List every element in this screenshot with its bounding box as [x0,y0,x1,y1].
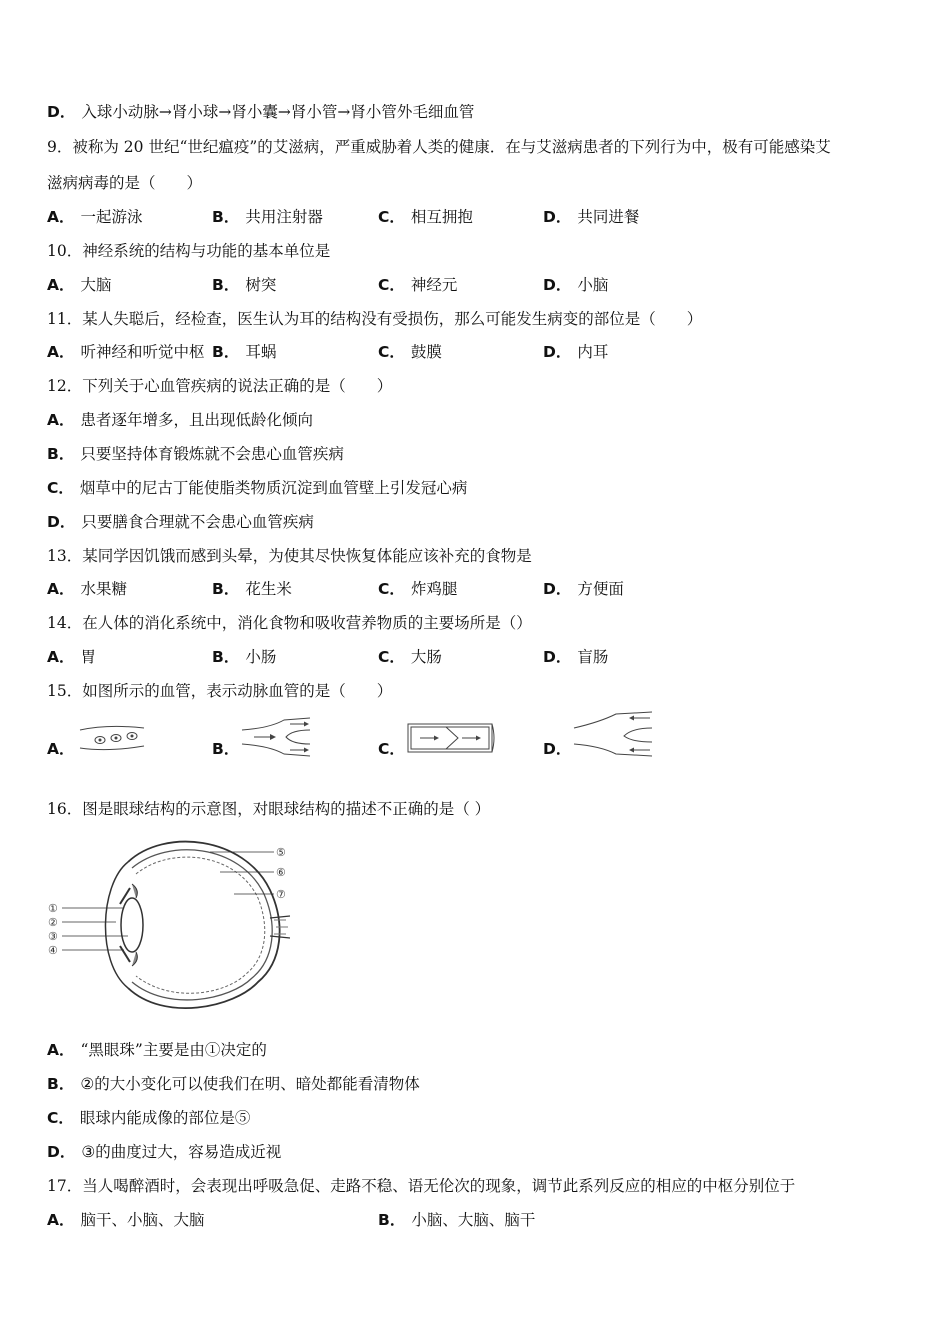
q14-option-d: D． 盲肠 [543,648,609,666]
q13-option-a: A． 水果糖 [47,580,128,598]
eyeball-diagram [44,832,294,1018]
q9-stem-line2: 滋病病毒的是（ ） [47,174,203,192]
q10-option-a: A． 大脑 [47,276,112,294]
q13-stem: 13．某同学因饥饿而感到头晕，为使其尽快恢复体能应该补充的食物是 [47,547,532,565]
q11-option-c: C． 鼓膜 [378,343,442,361]
q12-option-d: D． 只要膳食合理就不会患心血管疾病 [47,513,314,531]
q14-stem: 14．在人体的消化系统中，消化食物和吸收营养物质的主要场所是（） [47,614,532,632]
q15-option-c-label: C． [378,740,405,758]
q10-stem: 10．神经系统的结构与功能的基本单位是 [47,242,331,260]
vessel-c-figure [406,720,498,756]
q13-option-b: B． 花生米 [212,580,292,598]
eye-label-4: ④ [48,944,58,957]
q15-option-d-label: D． [543,740,572,758]
q13-option-c: C． 炸鸡腿 [378,580,458,598]
q17-option-b: B． 小脑、大脑、脑干 [378,1211,536,1229]
eye-label-5: ⑤ [276,846,286,859]
eye-label-6: ⑥ [276,866,286,879]
q16-option-b: B． ②的大小变化可以使我们在明、暗处都能看清物体 [47,1075,420,1093]
q10-option-d: D． 小脑 [543,276,609,294]
q10-option-c: C． 神经元 [378,276,458,294]
eye-label-3: ③ [48,930,58,943]
q17-stem: 17．当人喝醉酒时，会表现出呼吸急促、走路不稳、语无伦次的现象，调节此系列反应的相应的中枢分别位于 [47,1177,796,1195]
eye-label-1: ① [48,902,58,915]
eye-label-7: ⑦ [276,888,286,901]
q15-stem: 15．如图所示的血管，表示动脉血管的是（ ） [47,682,393,700]
q16-option-d: D． ③的曲度过大，容易造成近视 [47,1143,282,1161]
q12-stem: 12．下列关于心血管疾病的说法正确的是（ ） [47,377,393,395]
eye-label-2: ② [48,916,58,929]
q9-option-c: C． 相互拥抱 [378,208,473,226]
q9-stem-line1: 9．被称为 20 世纪“世纪瘟疫”的艾滋病，严重威胁着人类的健康．在与艾滋病患者的下列行为中，极有可能感染艾 [47,138,831,156]
q12-option-b: B． 只要坚持体育锻炼就不会患心血管疾病 [47,445,344,463]
q12-option-c: C． 烟草中的尼古丁能使脂类物质沉淀到血管壁上引发冠心病 [47,479,468,497]
q14-option-a: A． 胃 [47,648,97,666]
q8-option-d: D． 入球小动脉→肾小球→肾小囊→肾小管→肾小管外毛细血管 [47,103,475,121]
q11-stem: 11．某人失聪后，经检查，医生认为耳的结构没有受损伤，那么可能发生病变的部位是（ ） [47,310,703,328]
q11-option-a: A． 听神经和听觉中枢 [47,343,205,361]
q11-option-d: D． 内耳 [543,343,609,361]
vessel-b-figure [240,716,312,758]
q17-option-a: A． 脑干、小脑、大脑 [47,1211,205,1229]
q16-stem: 16．图是眼球结构的示意图，对眼球结构的描述不正确的是（ ） [47,800,491,818]
q14-option-b: B． 小肠 [212,648,277,666]
q15-option-b-label: B． [212,740,240,758]
q9-option-a: A． 一起游泳 [47,208,143,226]
q11-option-b: B． 耳蜗 [212,343,277,361]
q16-option-c: C． 眼球内能成像的部位是⑤ [47,1109,251,1127]
q15-option-a-label: A． [47,740,75,758]
q14-option-c: C． 大肠 [378,648,442,666]
q10-option-b: B． 树突 [212,276,277,294]
q9-option-b: B． 共用注射器 [212,208,323,226]
q12-option-a: A． 患者逐年增多，且出现低龄化倾向 [47,411,314,429]
q9-option-d: D． 共同进餐 [543,208,640,226]
vessel-d-figure [572,710,654,758]
vessel-a-figure [78,722,148,754]
q16-option-a: A． “黑眼珠”主要是由①决定的 [47,1041,267,1059]
q13-option-d: D． 方便面 [543,580,624,598]
